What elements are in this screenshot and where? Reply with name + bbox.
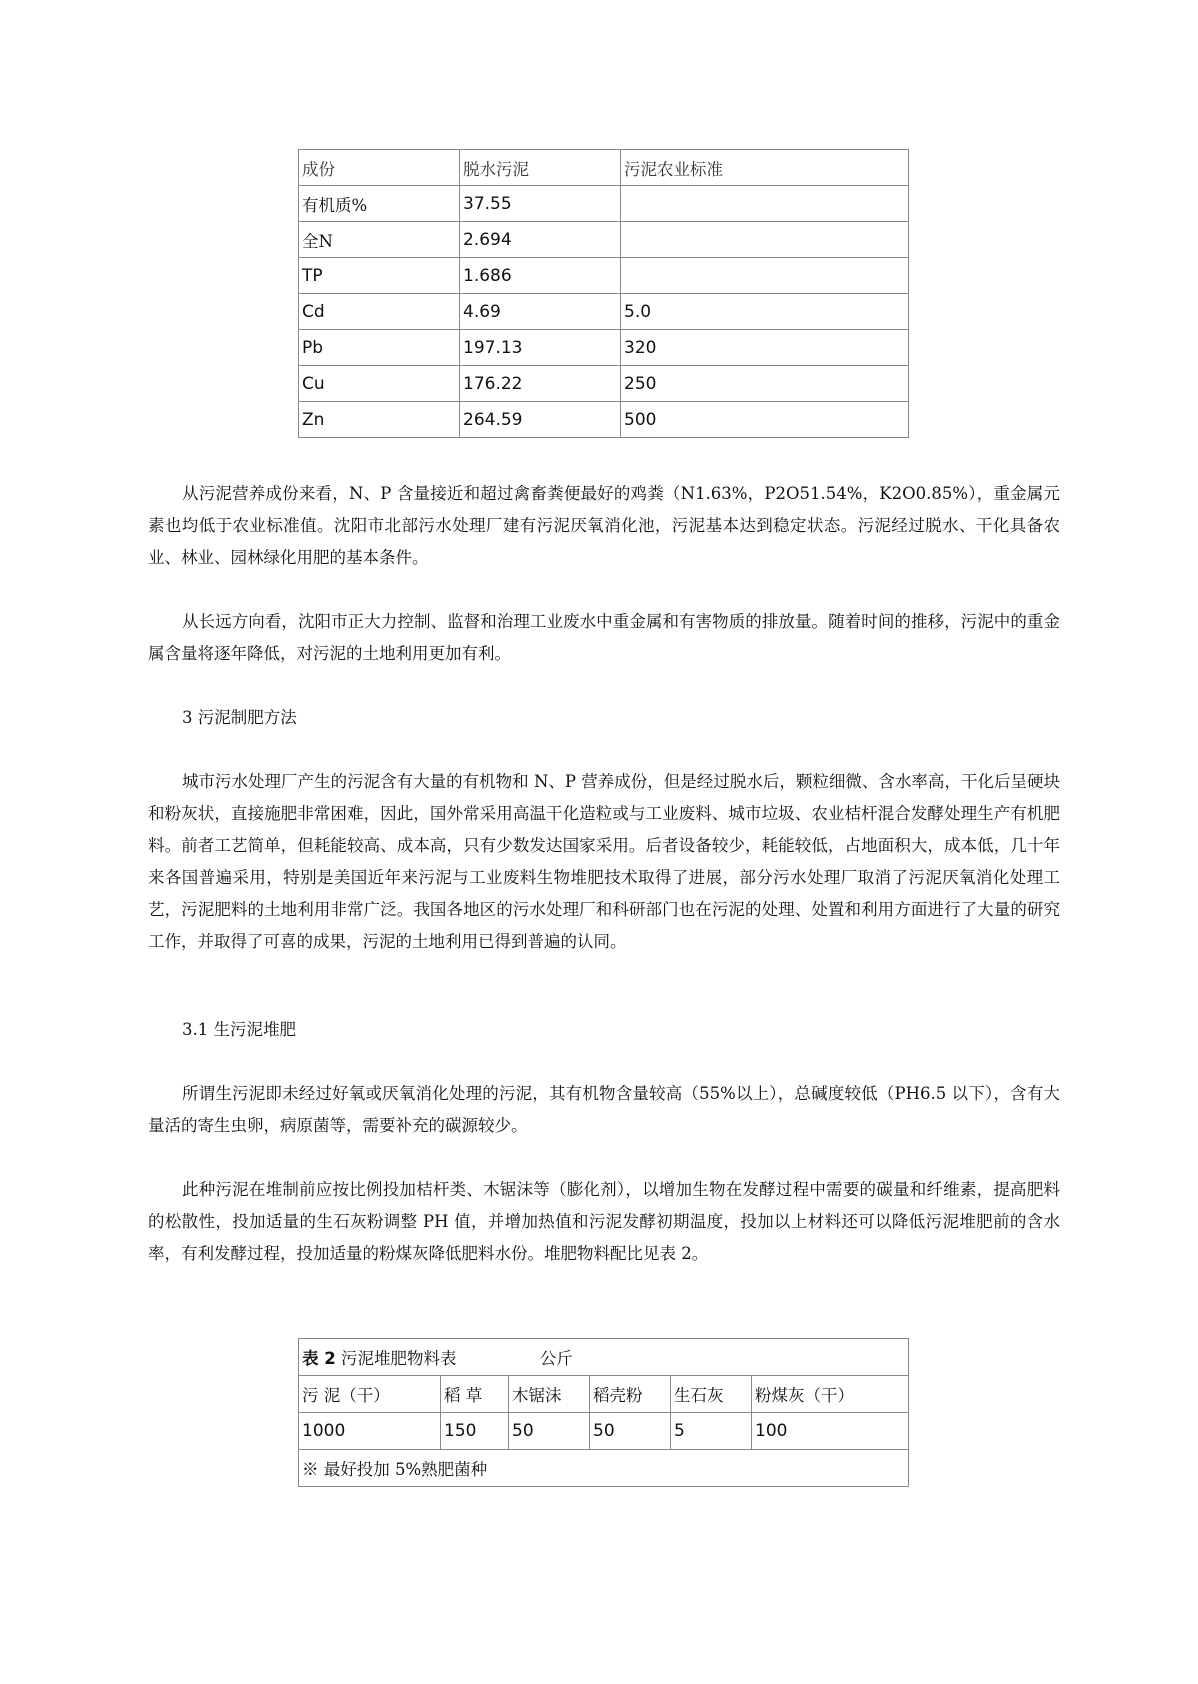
- composting-material-table: [298, 1338, 909, 1487]
- header-cell: 污泥农业标准: [621, 150, 909, 186]
- sludge-value-cell: 2.694: [460, 222, 621, 258]
- component-cell: Cd: [299, 294, 460, 330]
- standard-value-cell: [621, 222, 909, 258]
- table-row: [299, 402, 909, 438]
- table-row: [299, 186, 909, 222]
- table-row: [299, 330, 909, 366]
- table-row: [299, 222, 909, 258]
- value-cell: 50: [590, 1413, 671, 1450]
- sludge-value-cell: 1.686: [460, 258, 621, 294]
- value-cell: 150: [441, 1413, 509, 1450]
- table-row: [299, 1413, 909, 1450]
- table-note: ※ 最好投加 5%熟肥菌种: [299, 1450, 909, 1487]
- value-cell: 1000: [299, 1413, 441, 1450]
- header-cell: 木锯沫: [509, 1376, 590, 1413]
- paragraph-fertilizer-methods: 城市污水处理厂产生的污泥含有大量的有机物和 N、P 营养成份，但是经过脱水后，颗粒细微、含水率高，干化后呈硬块和粉灰状，直接施肥非常困难，因此，国外常采用高温干化造粒或与工业废料、城市垃圾、农业桔杆混合发酵处理生产有机肥料。前者工艺简单，但耗能较高、成本高，只有少数发达国家采用。后者设备较少，耗能较低，占地面积大，成本低，几十年来各国普遍采用，特别是美国近年来污泥与工业废料生物堆肥技术取得了进展，部分污水处理厂取消了污泥厌氧消化处理工艺，污泥肥料的土地利用非常广泛。我国各地区的污水处理厂和科研部门也在污泥的处理、处置和利用方面进行了大量的研究工作，并取得了可喜的成果，污泥的土地利用已得到普遍的认同。: [148, 772, 1060, 951]
- paragraph-composting-prep: 此种污泥在堆制前应按比例投加桔杆类、木锯沫等（膨化剂），以增加生物在发酵过程中需要的碳量和纤维素，提高肥料的松散性，投加适量的生石灰粉调整 PH 值，并增加热值和污泥发酵初期温度，投加以上材料还可以降低污泥堆肥前的含水率，有利发酵过程，投加适量的粉煤灰降低肥料水份。堆肥物料配比见表 2。: [148, 1180, 1060, 1263]
- table-row: [299, 294, 909, 330]
- table-note-row: [299, 1450, 909, 1487]
- value-cell: 50: [509, 1413, 590, 1450]
- standard-value-cell: 500: [621, 402, 909, 438]
- table-row: [299, 366, 909, 402]
- sludge-composition-table: [298, 149, 909, 438]
- sludge-value-cell: 197.13: [460, 330, 621, 366]
- table-title: 污泥堆肥物料表: [340, 1349, 457, 1368]
- header-cell: 污 泥（干）: [299, 1376, 441, 1413]
- standard-value-cell: 320: [621, 330, 909, 366]
- sludge-value-cell: 264.59: [460, 402, 621, 438]
- table-row: [299, 258, 909, 294]
- paragraph-nutrient: 从污泥营养成份来看，N、P 含量接近和超过禽畜粪便最好的鸡粪（N1.63%，P2O51.54%，K2O0.85%），重金属元素也均低于农业标准值。沈阳市北部污水处理厂建有污泥厌氧消化池，污泥基本达到稳定状态。污泥经过脱水、干化具备农业、林业、园林绿化用肥的基本条件。: [148, 484, 1060, 567]
- component-cell: 有机质%: [299, 186, 460, 222]
- sludge-value-cell: 176.22: [460, 366, 621, 402]
- standard-value-cell: [621, 186, 909, 222]
- table-header-row: [299, 150, 909, 186]
- table-header-row: [299, 1376, 909, 1413]
- section-heading-3-1: 3.1 生污泥堆肥: [182, 1020, 296, 1039]
- header-cell: 成份: [299, 150, 460, 186]
- header-cell: 脱水污泥: [460, 150, 621, 186]
- sludge-value-cell: 4.69: [460, 294, 621, 330]
- standard-value-cell: [621, 258, 909, 294]
- table-title-row: [299, 1339, 909, 1376]
- sludge-value-cell: 37.55: [460, 186, 621, 222]
- value-cell: 100: [752, 1413, 909, 1450]
- table-title-cell: [299, 1339, 909, 1376]
- component-cell: Cu: [299, 366, 460, 402]
- component-cell: Pb: [299, 330, 460, 366]
- component-cell: TP: [299, 258, 460, 294]
- header-cell: 稻壳粉: [590, 1376, 671, 1413]
- header-cell: 稻 草: [441, 1376, 509, 1413]
- paragraph-long-term: 从长远方向看，沈阳市正大力控制、监督和治理工业废水中重金属和有害物质的排放量。随着时间的推移，污泥中的重金属含量将逐年降低，对污泥的土地利用更加有利。: [148, 612, 1060, 663]
- component-cell: Zn: [299, 402, 460, 438]
- standard-value-cell: 250: [621, 366, 909, 402]
- header-cell: 粉煤灰（干）: [752, 1376, 909, 1413]
- standard-value-cell: 5.0: [621, 294, 909, 330]
- component-cell: 全N: [299, 222, 460, 258]
- header-cell: 生石灰: [671, 1376, 752, 1413]
- value-cell: 5: [671, 1413, 752, 1450]
- section-heading-3: 3 污泥制肥方法: [182, 708, 297, 727]
- paragraph-raw-sludge: 所谓生污泥即未经过好氧或厌氧消化处理的污泥，其有机物含量较高（55%以上），总碱度较低（PH6.5 以下），含有大量活的寄生虫卵，病原菌等，需要补充的碳源较少。: [148, 1084, 1060, 1135]
- table-number: 表 2: [302, 1349, 336, 1368]
- table-unit: 公斤: [539, 1349, 573, 1368]
